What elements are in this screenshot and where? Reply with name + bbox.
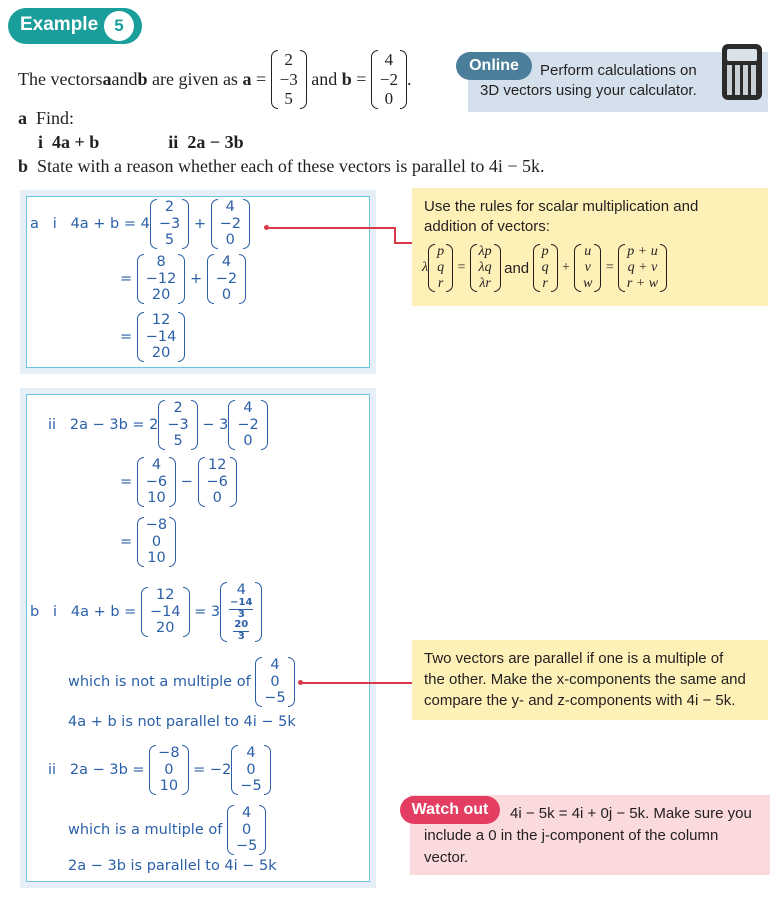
vector-a: 2 −3 5 [271, 50, 307, 109]
note2-line3: compare the y- and z-components with 4i − 5k. [424, 692, 736, 709]
question-a-parts: i 4a + b ii 2a − 3b [38, 132, 244, 152]
note1-formula: λ p q r = λp λq λr and p q r + u v w = p + u q + v r + w [422, 238, 667, 298]
watch-line1: 4i − 5k = 4i + 0j − 5k. Make sure you [510, 805, 752, 822]
intro-statement: The vectors a and b are given as a = 2 −3 5 and b = 4 −2 0 . [18, 50, 412, 109]
watch-line3: vector. [424, 849, 469, 866]
conclusion-b-ii: 2a − 3b is parallel to 4i − 5k [68, 858, 277, 874]
note1-line1: Use the rules for scalar multiplication and [424, 198, 699, 215]
note2-line2: the other. Make the x-components the same and [424, 671, 746, 688]
connector-line-2 [302, 682, 412, 684]
solution-a-ii: ii 2a − 3b = 2 2 −3 5 − 3 4 −2 0 = 4 −6 10 − 12 −6 0 = −8 0 10 [48, 398, 268, 572]
question-a: a Find: [18, 108, 75, 128]
calculator-icon [722, 44, 762, 100]
watch-out-badge: Watch out [400, 796, 500, 824]
note2-line1: Two vectors are parallel if one is a multiple of [424, 650, 724, 667]
example-number: 5 [104, 11, 134, 41]
is-multiple-line: which is a multiple of 4 0 −5 [68, 802, 266, 858]
not-multiple-line: which is not a multiple of 4 0 −5 [68, 654, 295, 710]
online-text-1: Perform calculations on [540, 62, 697, 79]
solution-b-i: b i 4a + b = 12 −14 20 = 3 4 $\frac{-14}{3}$ $\frac{20}{3}$ [30, 578, 262, 646]
solution-b-ii: ii 2a − 3b = −8 0 10 = −2 4 0 −5 [48, 742, 271, 798]
watch-line2: include a 0 in the j-component of the column [424, 827, 719, 844]
solution-a-i: a i 4a + b = 4 2 −3 5 + 4 −2 0 = 8 −12 20 + 4 −2 0 = 12 −14 20 [30, 198, 250, 366]
conclusion-b-i: 4a + b is not parallel to 4i − 5k [68, 714, 296, 730]
vector-b: 4 −2 0 [371, 50, 407, 109]
note1-line2: addition of vectors: [424, 218, 550, 235]
connector-line-1c [394, 242, 412, 244]
online-text-2: 3D vectors using your calculator. [480, 82, 697, 99]
connector-line-1b [394, 227, 396, 243]
example-label: Example [20, 14, 99, 35]
online-badge: Online [456, 52, 532, 80]
question-b: b State with a reason whether each of these vectors is parallel to 4i − 5k. [18, 156, 545, 176]
connector-line-1 [268, 227, 394, 229]
